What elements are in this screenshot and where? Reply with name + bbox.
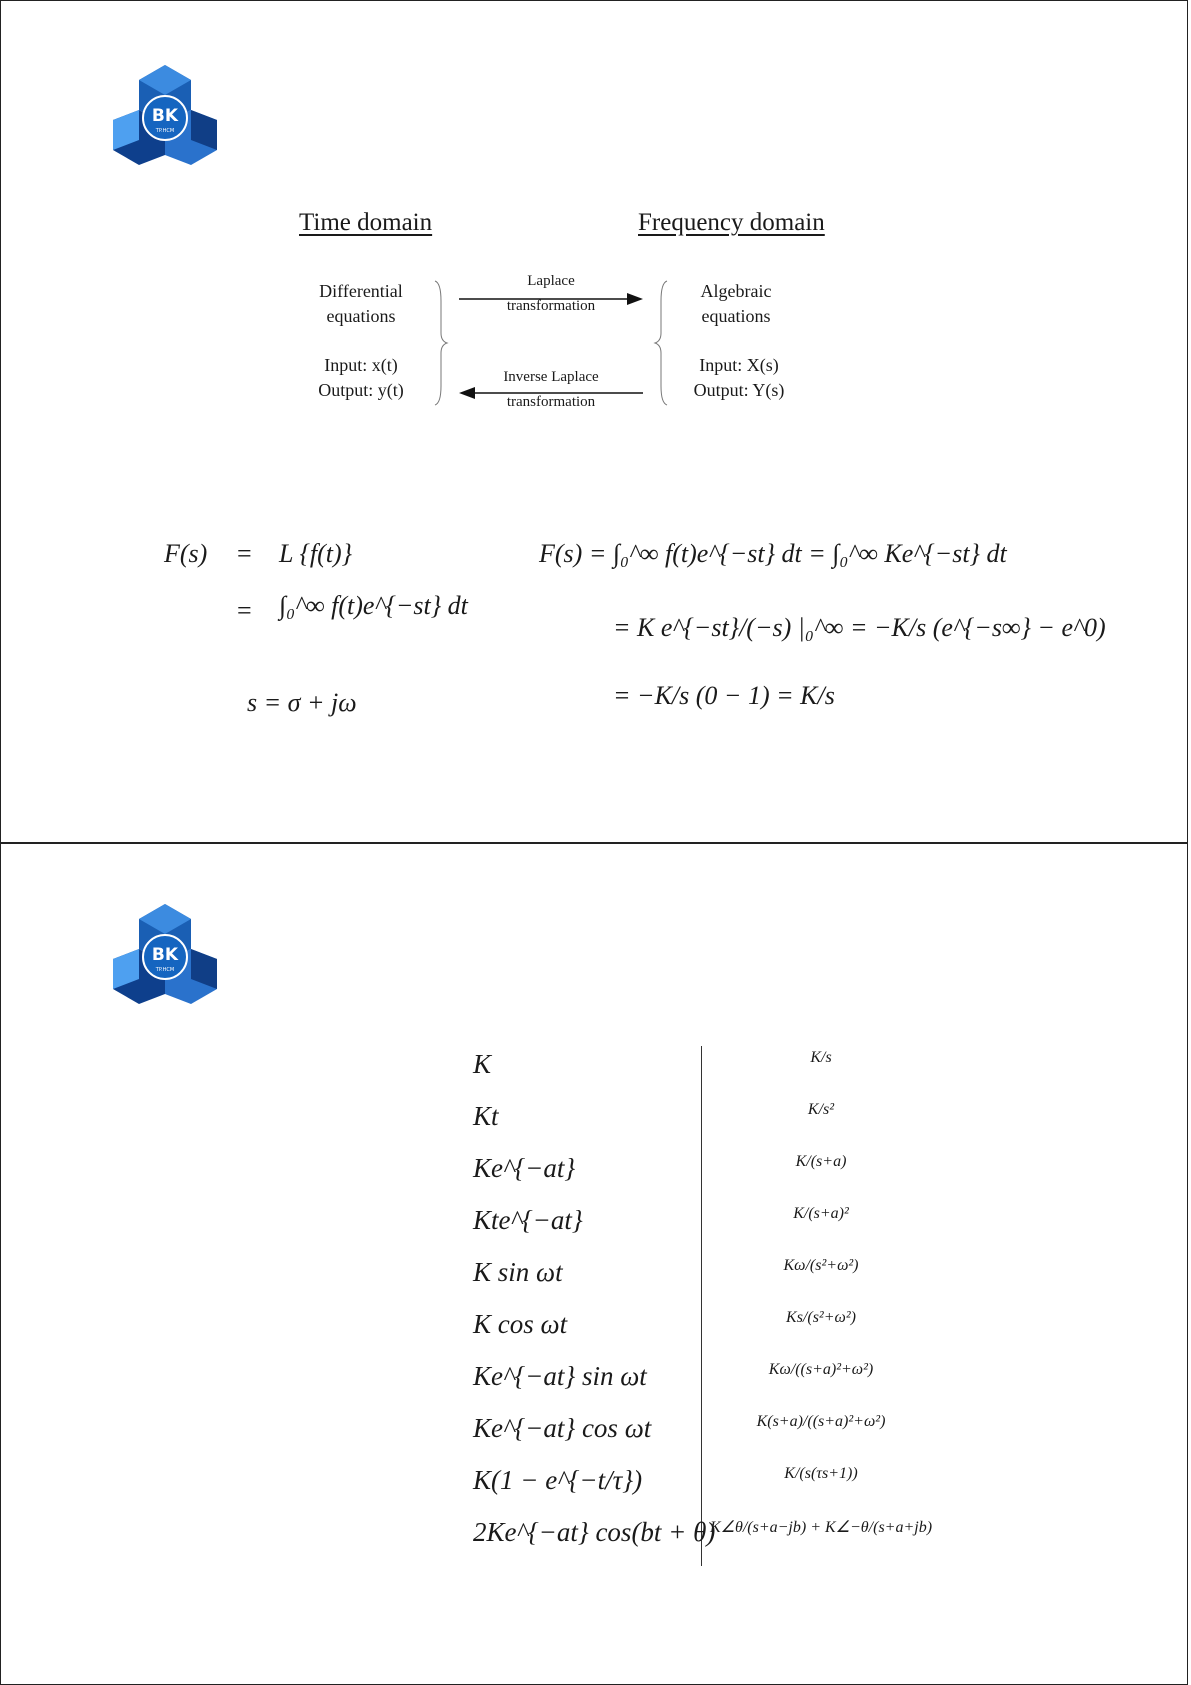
- table-row: K/s: [810, 1049, 832, 1066]
- logo-subtext: TP.HCM: [155, 128, 175, 134]
- frequency-io-label: Input: X(s) Output: Y(s): [693, 355, 785, 400]
- def-eq-1: =: [237, 539, 252, 568]
- table-row: K/(s+a)²: [793, 1205, 849, 1222]
- table-row: K cos ωt: [473, 1309, 568, 1339]
- table-row: Ks/(s²+ω²): [786, 1309, 856, 1326]
- def-lhs: F(s): [164, 539, 208, 568]
- table-row: Kt: [473, 1101, 499, 1131]
- table-row: Kω/(s²+ω²): [783, 1257, 859, 1274]
- logo-text: BK: [151, 945, 179, 965]
- table-row: K: [473, 1049, 492, 1079]
- algebraic-equations-label: Algebraic equations: [700, 281, 772, 326]
- def-line-1: L {f(t)}: [279, 539, 353, 568]
- bk-logo: [113, 902, 217, 1006]
- laplace-arrow-label: Laplace transformation: [506, 273, 596, 314]
- time-io-label: Input: x(t) Output: y(t): [318, 355, 404, 400]
- table-row: K sin ωt: [473, 1257, 563, 1287]
- table-row: K/(s(τs+1)): [784, 1465, 858, 1482]
- logo-text: BK: [151, 106, 179, 126]
- table-row: Kte^{−at}: [473, 1205, 583, 1235]
- table-row: Ke^{−at} sin ωt: [473, 1361, 647, 1391]
- inverse-laplace-arrow-label: Inverse Laplace transformation: [503, 369, 599, 410]
- example-line-2: = K e^{−st}/(−s) |₀^∞ = −K/s (e^{−s∞} − e^0): [613, 613, 1106, 642]
- example-line-1: F(s) = ∫₀^∞ f(t)e^{−st} dt = ∫₀^∞ Ke^{−st} dt: [539, 539, 1007, 568]
- table-row: 2Ke^{−at} cos(bt + θ): [473, 1517, 716, 1547]
- table-row: K/(s+a): [795, 1153, 847, 1170]
- table-row: Ke^{−at} cos ωt: [473, 1413, 652, 1443]
- table-row: K∠θ/(s+a−jb) + K∠−θ/(s+a+jb): [709, 1519, 933, 1536]
- table-row: K/s²: [807, 1101, 835, 1118]
- bk-logo: [113, 63, 217, 167]
- table-divider: [701, 1046, 702, 1566]
- table-row: Kω/((s+a)²+ω²): [768, 1361, 874, 1378]
- table-row: K(s+a)/((s+a)²+ω²): [756, 1413, 886, 1430]
- slide-1: [0, 0, 1188, 843]
- time-domain-heading: Time domain: [299, 209, 433, 236]
- table-row: K(1 − e^{−t/τ}): [473, 1465, 643, 1495]
- differential-equations-label: Differential equations: [319, 281, 403, 326]
- def-line-2: ∫₀^∞ f(t)e^{−st} dt: [279, 591, 468, 620]
- frequency-domain-heading: Frequency domain: [638, 209, 825, 236]
- slide-2: [0, 843, 1188, 1685]
- example-line-3: = −K/s (0 − 1) = K/s: [613, 681, 835, 710]
- table-row: Ke^{−at}: [473, 1153, 576, 1183]
- s-definition: s = σ + jω: [247, 688, 357, 717]
- logo-subtext: TP.HCM: [155, 967, 175, 973]
- def-eq-2: =: [237, 596, 252, 625]
